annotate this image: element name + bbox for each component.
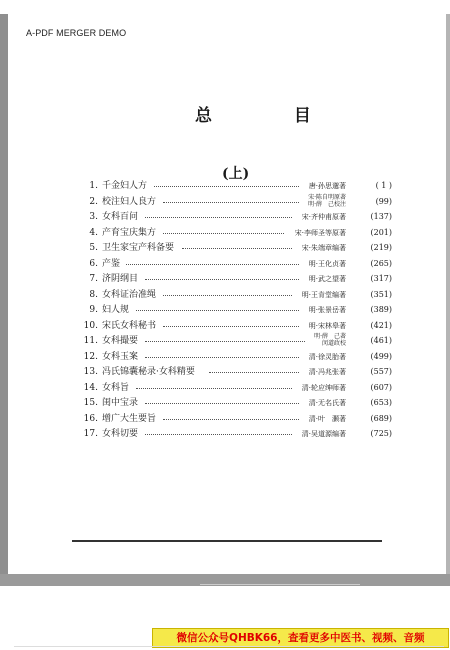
- toc-entry-author: 明·王肯堂编著: [301, 290, 346, 299]
- toc-entry-page: (265): [370, 258, 392, 268]
- watermark: A-PDF MERGER DEMO: [26, 28, 127, 38]
- toc-entry-number: 13.: [83, 367, 98, 377]
- toc-entry-number: 5.: [89, 243, 98, 253]
- toc-leader-dots: [136, 388, 292, 389]
- toc-entry-number: 16.: [83, 413, 98, 424]
- toc-entry-number: 4.: [89, 227, 98, 238]
- next-page-rule: [200, 584, 360, 585]
- toc-entry-number: 2.: [89, 196, 98, 207]
- toc-entry-title: 千金妇人方: [102, 181, 148, 191]
- toc-entry-page: (219): [370, 243, 392, 252]
- toc-entry-author: 清·无名氏著: [308, 399, 346, 407]
- toc-entry-author: 明·王化贞著: [308, 259, 346, 268]
- toc-entry-author: 清·徐灵胎著: [308, 352, 346, 361]
- toc-leader-dots: [145, 341, 305, 342]
- toc-entry-author: 明·薛 己著 闵道政校: [314, 333, 346, 347]
- toc-entry-page: (557): [370, 367, 392, 376]
- toc-entry: [82, 366, 392, 378]
- toc-entry-number: 9.: [89, 305, 98, 315]
- toc-entry-number: 12.: [83, 351, 98, 362]
- toc-entry: [82, 351, 392, 363]
- toc-leader-dots: [163, 326, 299, 327]
- toc-entry-author: 宋·陈自明原著 明·薛 己校注: [308, 193, 346, 208]
- toc-entry: [82, 227, 392, 239]
- page-edge-right: [446, 14, 450, 574]
- toc-entry-number: 11.: [83, 336, 98, 346]
- toc-entry-page: ( 1 ): [375, 181, 392, 190]
- toc-entry-author: 宋·朱端章编著: [301, 244, 346, 252]
- toc-entry-number: 14.: [83, 382, 98, 393]
- toc-entry-title: 闺中宝录: [102, 398, 139, 408]
- toc-leader-dots: [126, 264, 298, 265]
- toc-entry-page: (99): [375, 196, 392, 206]
- bottom-rule: [72, 540, 382, 542]
- toc-entry-title: 女科证治准绳: [102, 289, 157, 300]
- toc-entry-number: 10.: [83, 320, 98, 331]
- toc-entry-title: 增广大生要旨: [102, 413, 157, 424]
- toc-entry-author: 明·武之望著: [308, 275, 346, 283]
- toc-entry-page: (689): [370, 413, 392, 423]
- toc-entry: [82, 273, 392, 285]
- toc-entry-title: 产鉴: [102, 258, 121, 269]
- toc-entry: [82, 413, 392, 425]
- bottom-scratch-line: [14, 646, 444, 647]
- toc-entry: [82, 193, 392, 208]
- toc-leader-dots: [145, 403, 299, 404]
- toc-entry-title: 宋氏女科秘书: [102, 320, 157, 331]
- toc-leader-dots: [145, 217, 292, 218]
- toc-leader-dots: [145, 279, 299, 280]
- toc-entry: [82, 242, 392, 254]
- toc-entry-author: 宋·李师圣等原著: [294, 228, 346, 237]
- toc-entry: [82, 382, 392, 394]
- toc-entry-title: 冯氏锦囊秘录·女科精要: [102, 367, 195, 377]
- toc-entry-author: 清·吴道源编著: [301, 430, 346, 438]
- toc-leader-dots: [163, 202, 298, 203]
- toc-leader-dots: [136, 310, 299, 311]
- toc-entry-title: 女科切要: [102, 429, 139, 439]
- toc-entry-page: (725): [370, 429, 392, 438]
- page-title: 总 目: [195, 106, 349, 126]
- toc-entry-page: (389): [370, 305, 392, 314]
- toc-leader-dots: [182, 248, 292, 249]
- toc-entry-title: 女科百问: [102, 212, 139, 222]
- toc-entry-title: 女科旨: [102, 382, 130, 393]
- toc-leader-dots: [209, 372, 299, 373]
- promo-banner: 微信公众号QHBK66，查看更多中医书、视频、音频: [152, 628, 449, 648]
- toc-entry-number: 6.: [89, 258, 98, 269]
- toc-entry-author: 明·张景岳著: [308, 306, 346, 314]
- toc-entry-title: 卫生家宝产科备要: [102, 243, 175, 253]
- toc-entry-number: 15.: [83, 398, 98, 408]
- toc-entry-page: (607): [370, 382, 392, 392]
- toc-entry-page: (137): [370, 212, 392, 221]
- toc-entry-page: (499): [370, 351, 392, 361]
- toc-entry-page: (201): [370, 227, 392, 237]
- toc-leader-dots: [163, 233, 284, 234]
- toc-entry-number: 3.: [89, 212, 98, 222]
- toc-entry-title: 女科撮要: [102, 336, 139, 346]
- toc-entry-number: 7.: [89, 274, 98, 284]
- toc-entry-page: (351): [370, 289, 392, 299]
- toc-entry: [82, 180, 392, 192]
- toc-entry-page: (461): [370, 336, 392, 345]
- toc-entry: [82, 258, 392, 270]
- page-edge-left: [0, 14, 8, 574]
- toc-entry: [82, 289, 392, 301]
- toc-entry-author: 清·叶 灏著: [308, 414, 346, 423]
- toc-entry: [82, 428, 392, 440]
- toc-leader-dots: [154, 186, 299, 187]
- toc-entry-title: 女科玉案: [102, 351, 139, 362]
- toc-entry-title: 校注妇人良方: [102, 196, 157, 207]
- toc-leader-dots: [163, 295, 291, 296]
- toc-entry-author: 明·宋林皋著: [308, 321, 346, 330]
- toc-leader-dots: [145, 434, 292, 435]
- top-strip: [0, 0, 450, 14]
- toc-entry-page: (317): [370, 274, 392, 283]
- toc-entry-author: 清·轮应绅师著: [301, 383, 346, 392]
- toc-leader-dots: [163, 419, 299, 420]
- toc-entry-number: 17.: [83, 429, 98, 439]
- toc-entry: [82, 320, 392, 332]
- toc-entry-number: 1.: [89, 181, 98, 191]
- toc-entry-number: 8.: [89, 289, 98, 300]
- toc-entry: [82, 397, 392, 409]
- toc-entry-author: 清·冯兆张著: [308, 368, 346, 376]
- toc-entry: [82, 335, 392, 347]
- toc-entry: [82, 304, 392, 316]
- toc-entry-page: (421): [370, 320, 392, 330]
- toc-entry: [82, 211, 392, 223]
- toc-entry-title: 产育宝庆集方: [102, 227, 157, 238]
- toc-entry-title: 妇人规: [102, 305, 130, 315]
- toc-entry-page: (653): [370, 398, 392, 407]
- toc-leader-dots: [145, 357, 299, 358]
- toc-entry-author: 宋·齐仲甫原著: [301, 213, 346, 221]
- section-subtitle: (上): [222, 166, 250, 182]
- toc-entry-title: 济阴纲目: [102, 274, 139, 284]
- toc-entry-author: 唐·孙思邈著: [308, 182, 346, 190]
